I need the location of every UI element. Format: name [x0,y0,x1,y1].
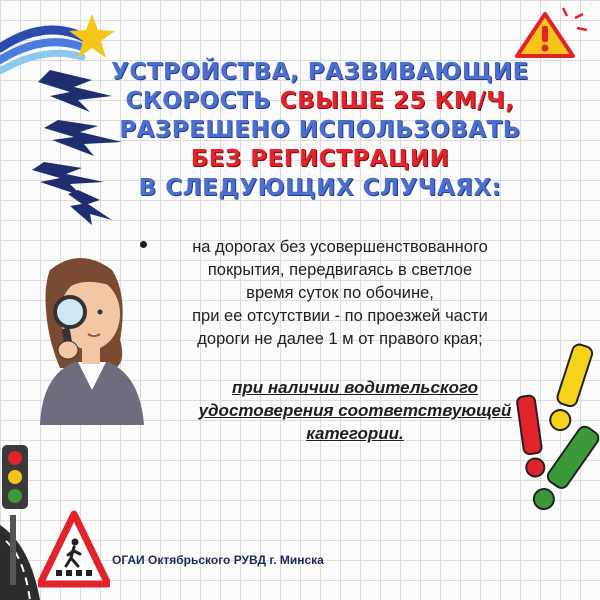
pedestrian-crossing-sign-icon [38,510,110,590]
condition-line-1: при наличии водительского [231,378,478,397]
warning-sign-icon [505,4,595,64]
exclamation-mark-icon [505,335,600,515]
headline-line-4: БЕЗ РЕГИСТРАЦИИ [190,146,450,172]
bullet-line-5: дороги не далее 1 м от правого края; [197,330,483,348]
headline [110,58,530,203]
headline-line-5: В СЛЕДУЮЩИХ СЛУЧАЯХ: [138,175,502,201]
headline-line-2 [110,87,530,116]
condition-paragraph [170,376,540,445]
headline-line-2-text: СКОРОСТЬ [125,88,280,114]
speed-limit-text: СВЫШЕ 25 КМ/Ч, [279,88,515,114]
bullet-line-4: при ее отсутствии - по проезжей части [192,307,488,325]
headline-line-1: УСТРОЙСТВА, РАЗВИВАЮЩИЕ [111,59,529,85]
bullet-line-3: время суток по обочине, [246,284,434,302]
magnifier-icon [20,250,155,425]
condition-line-2: удостоверения соответствующей [198,401,512,420]
footer-organization: ОГАИ Октябрьского РУВД г. Минска [112,553,324,567]
headline-line-3: РАЗРЕШЕНО ИСПОЛЬЗОВАТЬ [119,117,521,143]
bullet-line-1: на дорогах без усовершенствованного [192,238,488,256]
bullet-line-2: покрытия, передвигаясь в светлое [207,261,473,279]
condition-line-3: категории. [306,424,404,443]
bullet-paragraph [140,236,540,351]
